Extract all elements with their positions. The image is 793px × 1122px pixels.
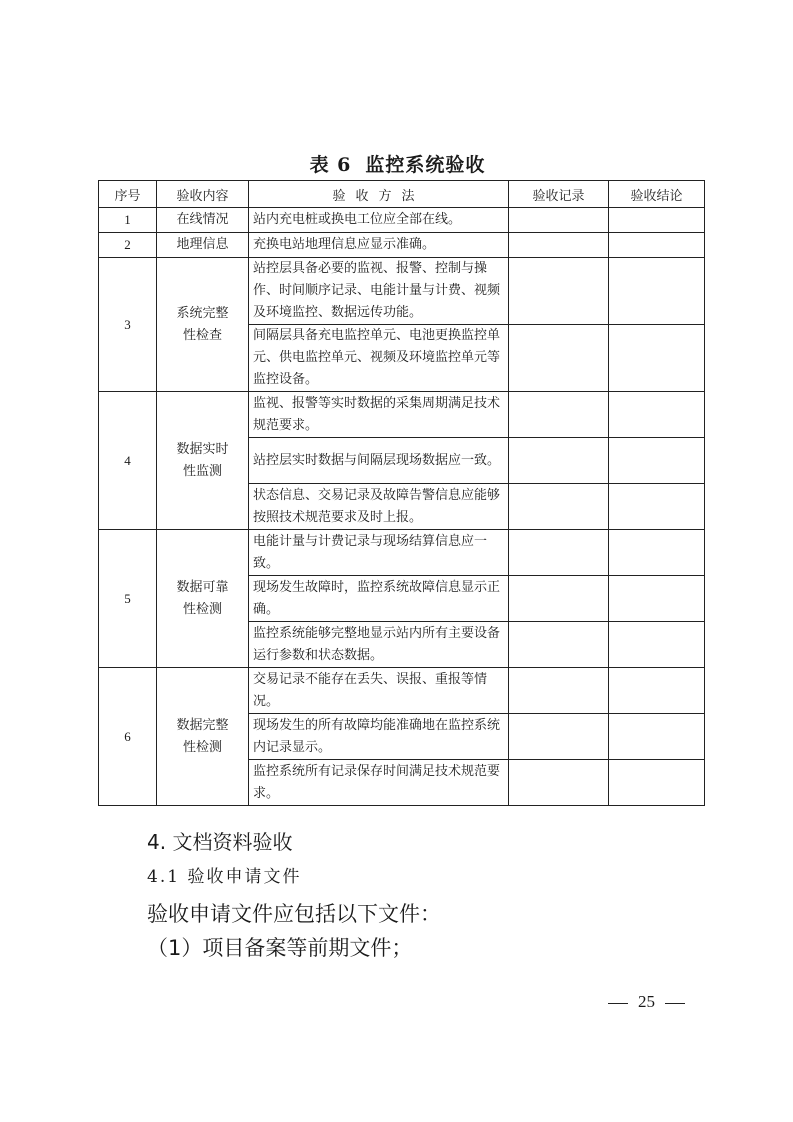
row-method: 监控系统所有记录保存时间满足技术规范要求。	[249, 760, 509, 806]
record-cell	[509, 484, 609, 530]
record-cell	[509, 392, 609, 438]
table-caption	[0, 150, 793, 177]
record-cell	[509, 438, 609, 484]
record-cell	[509, 233, 609, 258]
page-footer	[598, 992, 695, 1012]
row-method: 电能计量与计费记录与现场结算信息应一致。	[249, 530, 509, 576]
footer-dash-left	[608, 1003, 628, 1004]
row-seq: 4	[99, 392, 157, 530]
header-method: 验收方法	[249, 181, 509, 208]
row-method: 监控系统能够完整地显示站内所有主要设备运行参数和状态数据。	[249, 622, 509, 668]
row-seq: 6	[99, 668, 157, 806]
table-row	[99, 258, 705, 325]
row-seq: 2	[99, 233, 157, 258]
record-cell	[509, 622, 609, 668]
table-row	[99, 668, 705, 714]
conclusion-cell	[609, 233, 705, 258]
record-cell	[509, 760, 609, 806]
row-item: 系统完整性检查	[157, 258, 249, 392]
table-number: 表 6	[309, 154, 352, 176]
conclusion-cell	[609, 438, 705, 484]
row-method: 充换电站地理信息应显示准确。	[249, 233, 509, 258]
section-heading: 4. 文档资料验收	[147, 830, 293, 854]
header-item: 验收内容	[157, 181, 249, 208]
record-cell	[509, 208, 609, 233]
record-cell	[509, 668, 609, 714]
table-row	[99, 530, 705, 576]
acceptance-table	[98, 180, 705, 806]
table-row	[99, 208, 705, 233]
row-seq: 3	[99, 258, 157, 392]
table-row	[99, 392, 705, 438]
record-cell	[509, 258, 609, 325]
row-method: 交易记录不能存在丢失、误报、重报等情况。	[249, 668, 509, 714]
row-method: 站控层具备必要的监视、报警、控制与操作、时间顺序记录、电能计量与计费、视频及环境监控、数据远传功能。	[249, 258, 509, 325]
record-cell	[509, 530, 609, 576]
conclusion-cell	[609, 714, 705, 760]
conclusion-cell	[609, 530, 705, 576]
page-number: 25	[638, 992, 655, 1011]
row-method: 现场发生的所有故障均能准确地在监控系统内记录显示。	[249, 714, 509, 760]
row-seq: 1	[99, 208, 157, 233]
row-seq: 5	[99, 530, 157, 668]
row-method: 监视、报警等实时数据的采集周期满足技术规范要求。	[249, 392, 509, 438]
conclusion-cell	[609, 760, 705, 806]
header-record: 验收记录	[509, 181, 609, 208]
row-item: 数据实时性监测	[157, 392, 249, 530]
subsection-heading: 4.1 验收申请文件	[147, 867, 302, 887]
conclusion-cell	[609, 668, 705, 714]
row-method: 状态信息、交易记录及故障告警信息应能够按照技术规范要求及时上报。	[249, 484, 509, 530]
conclusion-cell	[609, 576, 705, 622]
conclusion-cell	[609, 325, 705, 392]
table-header-row	[99, 181, 705, 208]
row-item: 地理信息	[157, 233, 249, 258]
row-item: 数据完整性检测	[157, 668, 249, 806]
record-cell	[509, 576, 609, 622]
conclusion-cell	[609, 392, 705, 438]
conclusion-cell	[609, 622, 705, 668]
header-seq: 序号	[99, 181, 157, 208]
conclusion-cell	[609, 484, 705, 530]
conclusion-cell	[609, 208, 705, 233]
row-method: 间隔层具备充电监控单元、电池更换监控单元、供电监控单元、视频及环境监控单元等监控设备。	[249, 325, 509, 392]
record-cell	[509, 325, 609, 392]
row-item: 在线情况	[157, 208, 249, 233]
table-row	[99, 233, 705, 258]
conclusion-cell	[609, 258, 705, 325]
header-conclusion: 验收结论	[609, 181, 705, 208]
row-method: 现场发生故障时，监控系统故障信息显示正确。	[249, 576, 509, 622]
record-cell	[509, 714, 609, 760]
list-item: （1）项目备案等前期文件；	[147, 936, 413, 960]
table-title: 监控系统验收	[365, 154, 486, 176]
footer-dash-right	[665, 1003, 685, 1004]
row-item: 数据可靠性检测	[157, 530, 249, 668]
row-method: 站控层实时数据与间隔层现场数据应一致。	[249, 438, 509, 484]
row-method: 站内充电桩或换电工位应全部在线。	[249, 208, 509, 233]
body-paragraph: 验收申请文件应包括以下文件：	[147, 902, 441, 926]
